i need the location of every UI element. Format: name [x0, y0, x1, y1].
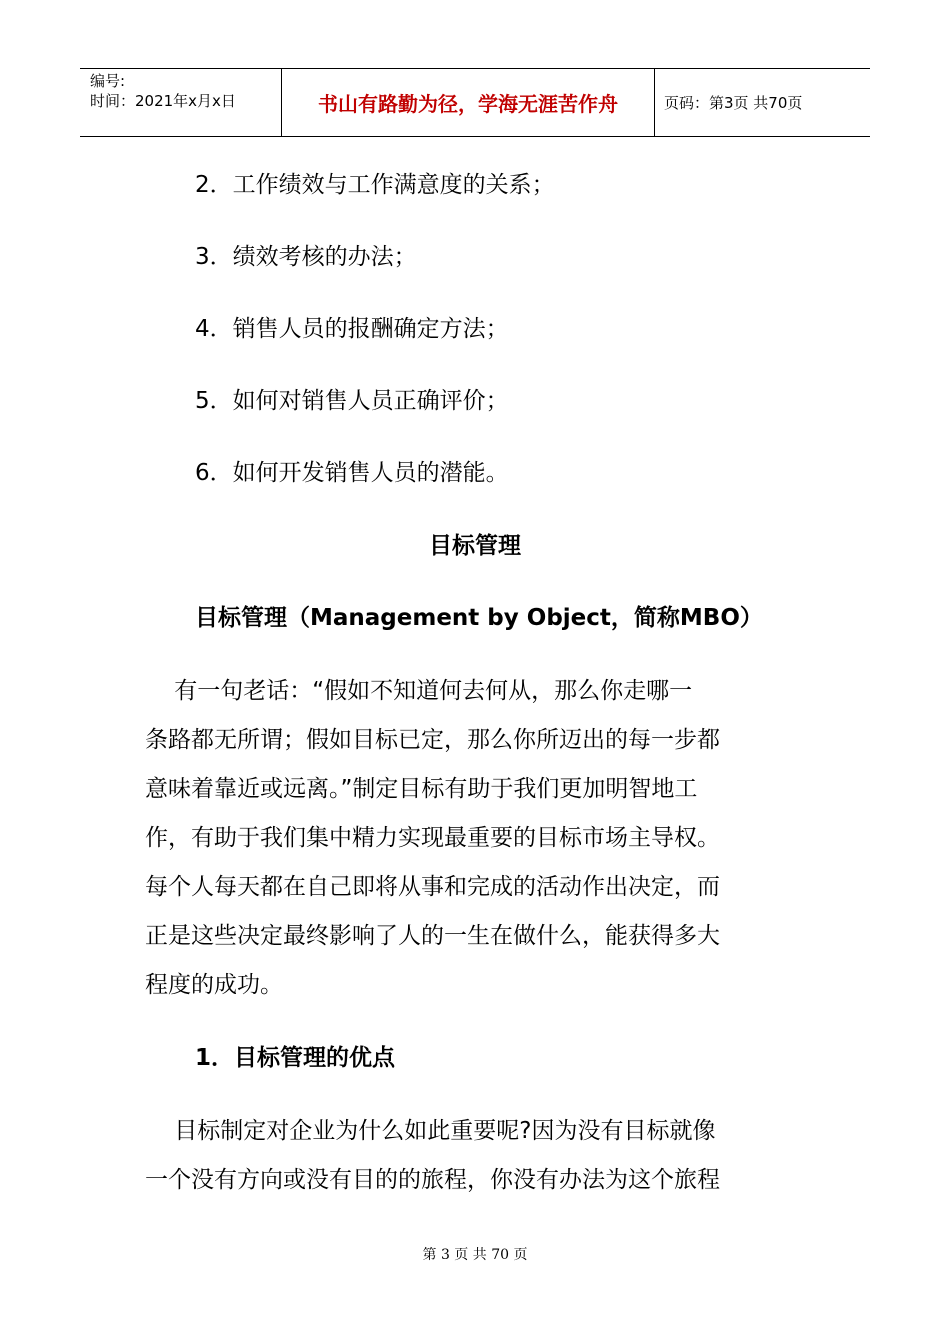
paragraph-line: 有一句老话：“假如不知道何去何从，那么你走哪一 — [145, 678, 693, 704]
document-number-label: 编号: — [90, 72, 126, 90]
paragraph-line: 作，有助于我们集中精力实现最重要的目标市场主导权。 — [145, 825, 720, 851]
header-right-cell — [654, 69, 870, 136]
section-title: 目标管理 — [429, 533, 521, 559]
paragraph-line: 条路都无所谓；假如目标已定，那么你所迈出的每一步都 — [145, 727, 720, 753]
document-date-label: 时间：2021年x月x日 — [90, 92, 236, 110]
header-motto: 书山有路勤为径，学海无涯苦作舟 — [318, 92, 618, 116]
page-footer: 第 3 页 共 70 页 — [422, 1247, 528, 1263]
header-page-label: 页码：第3页 共70页 — [664, 94, 803, 112]
header-center-cell — [281, 69, 655, 136]
list-item: 2．工作绩效与工作满意度的关系； — [195, 172, 555, 198]
section-subtitle: 目标管理（Management by Object，简称MBO） — [195, 605, 763, 631]
paragraph-line: 每个人每天都在自己即将从事和完成的活动作出决定，而 — [145, 874, 720, 900]
paragraph-line: 一个没有方向或没有目的的旅程，你没有办法为这个旅程 — [145, 1167, 720, 1193]
list-item: 4．销售人员的报酬确定方法； — [195, 316, 509, 342]
header-table — [80, 68, 870, 137]
paragraph-line: 意味着靠近或远离。”制定目标有助于我们更加明智地工 — [145, 776, 698, 802]
subsection-heading: 1．目标管理的优点 — [195, 1045, 396, 1071]
paragraph-line: 目标制定对企业为什么如此重要呢?因为没有目标就像 — [145, 1118, 716, 1144]
list-item: 3．绩效考核的办法； — [195, 244, 417, 270]
paragraph-line: 正是这些决定最终影响了人的一生在做什么，能获得多大 — [145, 923, 720, 949]
list-item: 6．如何开发销售人员的潜能。 — [195, 460, 509, 486]
paragraph-line: 程度的成功。 — [145, 972, 283, 998]
header-left-cell — [80, 69, 281, 136]
list-item: 5．如何对销售人员正确评价； — [195, 388, 509, 414]
